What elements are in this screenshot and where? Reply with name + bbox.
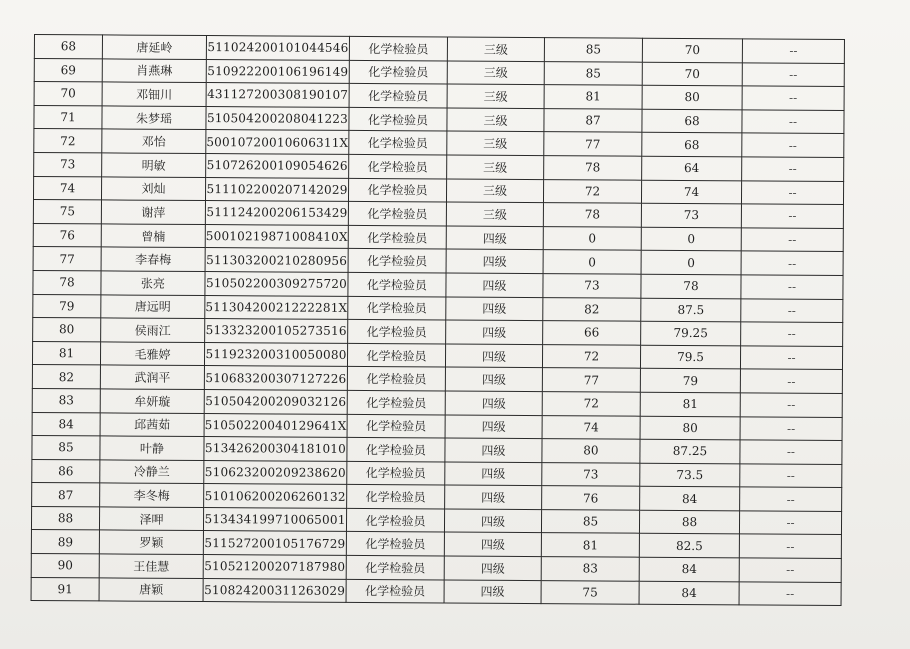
- skill-level-cell: 四级: [446, 249, 543, 273]
- candidate-name-cell: 邓怡: [102, 129, 206, 153]
- id-number-cell: 510504200209032126: [204, 389, 347, 413]
- theory-score-cell: 0: [543, 226, 641, 250]
- candidate-name-cell: 泽呷: [99, 507, 203, 531]
- skill-level-cell: 三级: [447, 84, 544, 108]
- id-number-cell: 50010219871008410X: [205, 224, 348, 248]
- id-number-cell: 510623200209238620: [204, 460, 347, 484]
- table-body: [31, 35, 844, 606]
- candidate-name-cell: 朱梦瑶: [102, 106, 206, 130]
- row-number-cell: 84: [32, 412, 100, 436]
- candidate-name-cell: 唐远明: [101, 294, 205, 318]
- skill-level-cell: 四级: [445, 415, 542, 439]
- theory-score-cell: 75: [541, 580, 639, 604]
- candidate-name-cell: 李春梅: [101, 247, 205, 271]
- id-number-cell: 510922200106196149: [206, 59, 349, 83]
- theory-score-cell: 72: [542, 344, 640, 368]
- candidate-name-cell: 牟妍璇: [100, 389, 204, 413]
- remark-cell: --: [740, 346, 842, 370]
- id-number-cell: 510521200207187980: [203, 555, 346, 579]
- candidate-name-cell: 罗颖: [99, 530, 203, 554]
- occupation-cell: 化学检验员: [347, 390, 445, 414]
- practical-score-cell: 68: [642, 109, 742, 133]
- theory-score-cell: 81: [544, 85, 642, 109]
- remark-cell: --: [740, 393, 842, 417]
- candidate-name-cell: 唐延岭: [102, 35, 206, 59]
- practical-score-cell: 0: [641, 251, 741, 275]
- theory-score-cell: 77: [542, 368, 640, 392]
- skill-level-cell: 三级: [446, 179, 543, 203]
- skill-level-cell: 四级: [444, 556, 541, 580]
- candidate-name-cell: 李冬梅: [100, 483, 204, 507]
- skill-level-cell: 四级: [446, 320, 543, 344]
- theory-score-cell: 85: [544, 61, 642, 85]
- row-number-cell: 70: [34, 82, 102, 106]
- id-number-cell: 513323200105273516: [205, 319, 348, 343]
- theory-score-cell: 74: [542, 415, 640, 439]
- remark-cell: --: [742, 39, 844, 63]
- remark-cell: --: [739, 581, 841, 605]
- occupation-cell: 化学检验员: [347, 367, 445, 391]
- candidate-name-cell: 邓钿川: [102, 82, 206, 106]
- remark-cell: --: [739, 511, 841, 535]
- practical-score-cell: 68: [642, 133, 742, 157]
- row-number-cell: 78: [33, 270, 101, 294]
- row-number-cell: 71: [34, 105, 102, 129]
- id-number-cell: 511527200105176729: [203, 531, 346, 555]
- candidate-name-cell: 谢萍: [101, 200, 205, 224]
- candidate-name-cell: 肖燕琳: [102, 59, 206, 83]
- theory-score-cell: 0: [543, 250, 641, 274]
- practical-score-cell: 74: [641, 180, 741, 204]
- remark-cell: --: [741, 228, 843, 252]
- skill-level-cell: 四级: [445, 391, 542, 415]
- remark-cell: --: [739, 534, 841, 558]
- occupation-cell: 化学检验员: [349, 36, 447, 60]
- row-number-cell: 85: [32, 436, 100, 460]
- theory-score-cell: 77: [544, 132, 642, 156]
- practical-score-cell: 84: [639, 581, 739, 605]
- skill-level-cell: 四级: [444, 532, 541, 556]
- candidate-name-cell: 武润平: [100, 365, 204, 389]
- theory-score-cell: 82: [543, 297, 641, 321]
- row-number-cell: 83: [32, 388, 100, 412]
- id-number-cell: 511102200207142029: [205, 177, 348, 201]
- occupation-cell: 化学检验员: [349, 107, 447, 131]
- candidate-name-cell: 明敏: [102, 153, 206, 177]
- occupation-cell: 化学检验员: [347, 438, 445, 462]
- id-number-cell: 511303200210280956: [205, 248, 348, 272]
- id-number-cell: 510683200307127226: [204, 366, 347, 390]
- candidate-name-cell: 邱茜茹: [100, 412, 204, 436]
- occupation-cell: 化学检验员: [348, 272, 446, 296]
- remark-cell: --: [741, 298, 843, 322]
- row-number-cell: 68: [34, 35, 102, 59]
- skill-level-cell: 三级: [447, 131, 544, 155]
- skill-level-cell: 四级: [446, 273, 543, 297]
- row-number-cell: 73: [34, 152, 102, 176]
- practical-score-cell: 84: [639, 557, 739, 581]
- candidate-name-cell: 刘灿: [101, 176, 205, 200]
- score-table: [31, 34, 845, 606]
- row-number-cell: 87: [32, 483, 100, 507]
- practical-score-cell: 87.25: [640, 439, 740, 463]
- id-number-cell: 51050220040129641X: [204, 413, 347, 437]
- row-number-cell: 76: [33, 223, 101, 247]
- row-number-cell: 75: [33, 200, 101, 224]
- candidate-name-cell: 冷静兰: [100, 460, 204, 484]
- practical-score-cell: 73.5: [640, 463, 740, 487]
- remark-cell: --: [740, 369, 842, 393]
- row-number-cell: 72: [34, 129, 102, 153]
- skill-level-cell: 四级: [445, 344, 542, 368]
- practical-score-cell: 0: [641, 227, 741, 251]
- id-number-cell: 510106200206260132: [204, 484, 347, 508]
- remark-cell: --: [742, 86, 844, 110]
- remark-cell: --: [739, 558, 841, 582]
- theory-score-cell: 85: [541, 509, 639, 533]
- row-number-cell: 81: [32, 341, 100, 365]
- remark-cell: --: [742, 133, 844, 157]
- candidate-name-cell: 唐颖: [99, 578, 203, 602]
- theory-score-cell: 85: [544, 38, 642, 62]
- candidate-name-cell: 王佳慧: [99, 554, 203, 578]
- remark-cell: --: [740, 416, 842, 440]
- id-number-cell: 511923200310050080: [204, 342, 347, 366]
- practical-score-cell: 70: [642, 38, 742, 62]
- skill-level-cell: 四级: [445, 438, 542, 462]
- id-number-cell: 513434199710065001: [203, 507, 346, 531]
- theory-score-cell: 73: [543, 274, 641, 298]
- skill-level-cell: 四级: [445, 367, 542, 391]
- skill-level-cell: 四级: [444, 580, 541, 604]
- practical-score-cell: 87.5: [641, 298, 741, 322]
- skill-level-cell: 三级: [447, 37, 544, 61]
- remark-cell: --: [741, 180, 843, 204]
- row-number-cell: 86: [32, 459, 100, 483]
- occupation-cell: 化学检验员: [346, 579, 444, 603]
- remark-cell: --: [741, 275, 843, 299]
- occupation-cell: 化学检验员: [349, 60, 447, 84]
- theory-score-cell: 81: [541, 533, 639, 557]
- id-number-cell: 511124200206153429: [205, 201, 348, 225]
- practical-score-cell: 73: [641, 203, 741, 227]
- id-number-cell: 510726200109054626: [206, 154, 349, 178]
- occupation-cell: 化学检验员: [348, 296, 446, 320]
- practical-score-cell: 78: [641, 274, 741, 298]
- row-number-cell: 91: [31, 577, 99, 601]
- table-row: [31, 577, 841, 606]
- occupation-cell: 化学检验员: [346, 532, 444, 556]
- id-number-cell: 513426200304181010: [204, 437, 347, 461]
- skill-level-cell: 四级: [445, 485, 542, 509]
- occupation-cell: 化学检验员: [347, 343, 445, 367]
- practical-score-cell: 81: [640, 392, 740, 416]
- occupation-cell: 化学检验员: [347, 461, 445, 485]
- row-number-cell: 80: [33, 318, 101, 342]
- practical-score-cell: 64: [642, 156, 742, 180]
- row-number-cell: 77: [33, 247, 101, 271]
- id-number-cell: 510824200311263029: [203, 578, 346, 602]
- theory-score-cell: 73: [542, 462, 640, 486]
- practical-score-cell: 80: [640, 416, 740, 440]
- theory-score-cell: 80: [542, 439, 640, 463]
- skill-level-cell: 三级: [447, 108, 544, 132]
- remark-cell: --: [740, 487, 842, 511]
- remark-cell: --: [740, 464, 842, 488]
- skill-level-cell: 四级: [444, 509, 541, 533]
- theory-score-cell: 76: [542, 486, 640, 510]
- row-number-cell: 89: [31, 530, 99, 554]
- remark-cell: --: [741, 204, 843, 228]
- occupation-cell: 化学检验员: [348, 320, 446, 344]
- occupation-cell: 化学检验员: [349, 84, 447, 108]
- practical-score-cell: 82.5: [639, 534, 739, 558]
- skill-level-cell: 三级: [447, 155, 544, 179]
- practical-score-cell: 79: [640, 369, 740, 393]
- remark-cell: --: [742, 110, 844, 134]
- remark-cell: --: [742, 62, 844, 86]
- remark-cell: --: [741, 322, 843, 346]
- practical-score-cell: 79.5: [640, 345, 740, 369]
- occupation-cell: 化学检验员: [349, 131, 447, 155]
- candidate-name-cell: 毛雅婷: [100, 342, 204, 366]
- remark-cell: --: [742, 157, 844, 181]
- candidate-name-cell: 叶静: [100, 436, 204, 460]
- practical-score-cell: 80: [642, 85, 742, 109]
- theory-score-cell: 72: [542, 392, 640, 416]
- occupation-cell: 化学检验员: [348, 249, 446, 273]
- theory-score-cell: 66: [543, 321, 641, 345]
- theory-score-cell: 87: [544, 108, 642, 132]
- occupation-cell: 化学检验员: [347, 414, 445, 438]
- theory-score-cell: 72: [543, 179, 641, 203]
- occupation-cell: 化学检验员: [348, 178, 446, 202]
- id-number-cell: 510504200208041223: [206, 106, 349, 130]
- remark-cell: --: [741, 251, 843, 275]
- id-number-cell: 510502200309275720: [205, 271, 348, 295]
- row-number-cell: 82: [32, 365, 100, 389]
- occupation-cell: 化学检验员: [347, 485, 445, 509]
- occupation-cell: 化学检验员: [348, 225, 446, 249]
- occupation-cell: 化学检验员: [346, 508, 444, 532]
- theory-score-cell: 78: [543, 203, 641, 227]
- id-number-cell: 51130420021222281X: [205, 295, 348, 319]
- remark-cell: --: [740, 440, 842, 464]
- id-number-cell: 431127200308190107: [206, 83, 349, 107]
- row-number-cell: 79: [33, 294, 101, 318]
- skill-level-cell: 三级: [447, 61, 544, 85]
- practical-score-cell: 84: [640, 486, 740, 510]
- row-number-cell: 69: [34, 58, 102, 82]
- candidate-name-cell: 张亮: [101, 271, 205, 295]
- occupation-cell: 化学检验员: [346, 555, 444, 579]
- skill-level-cell: 三级: [446, 202, 543, 226]
- practical-score-cell: 88: [639, 510, 739, 534]
- practical-score-cell: 79.25: [641, 321, 741, 345]
- occupation-cell: 化学检验员: [349, 154, 447, 178]
- candidate-name-cell: 曾楠: [101, 224, 205, 248]
- row-number-cell: 88: [31, 506, 99, 530]
- id-number-cell: 50010720010606311X: [206, 130, 349, 154]
- occupation-cell: 化学检验员: [348, 202, 446, 226]
- skill-level-cell: 四级: [446, 297, 543, 321]
- theory-score-cell: 83: [541, 557, 639, 581]
- row-number-cell: 74: [33, 176, 101, 200]
- theory-score-cell: 78: [544, 156, 642, 180]
- candidate-name-cell: 侯雨江: [101, 318, 205, 342]
- skill-level-cell: 四级: [445, 462, 542, 486]
- row-number-cell: 90: [31, 554, 99, 578]
- skill-level-cell: 四级: [446, 226, 543, 250]
- practical-score-cell: 70: [642, 62, 742, 86]
- id-number-cell: 511024200101044546: [206, 36, 349, 60]
